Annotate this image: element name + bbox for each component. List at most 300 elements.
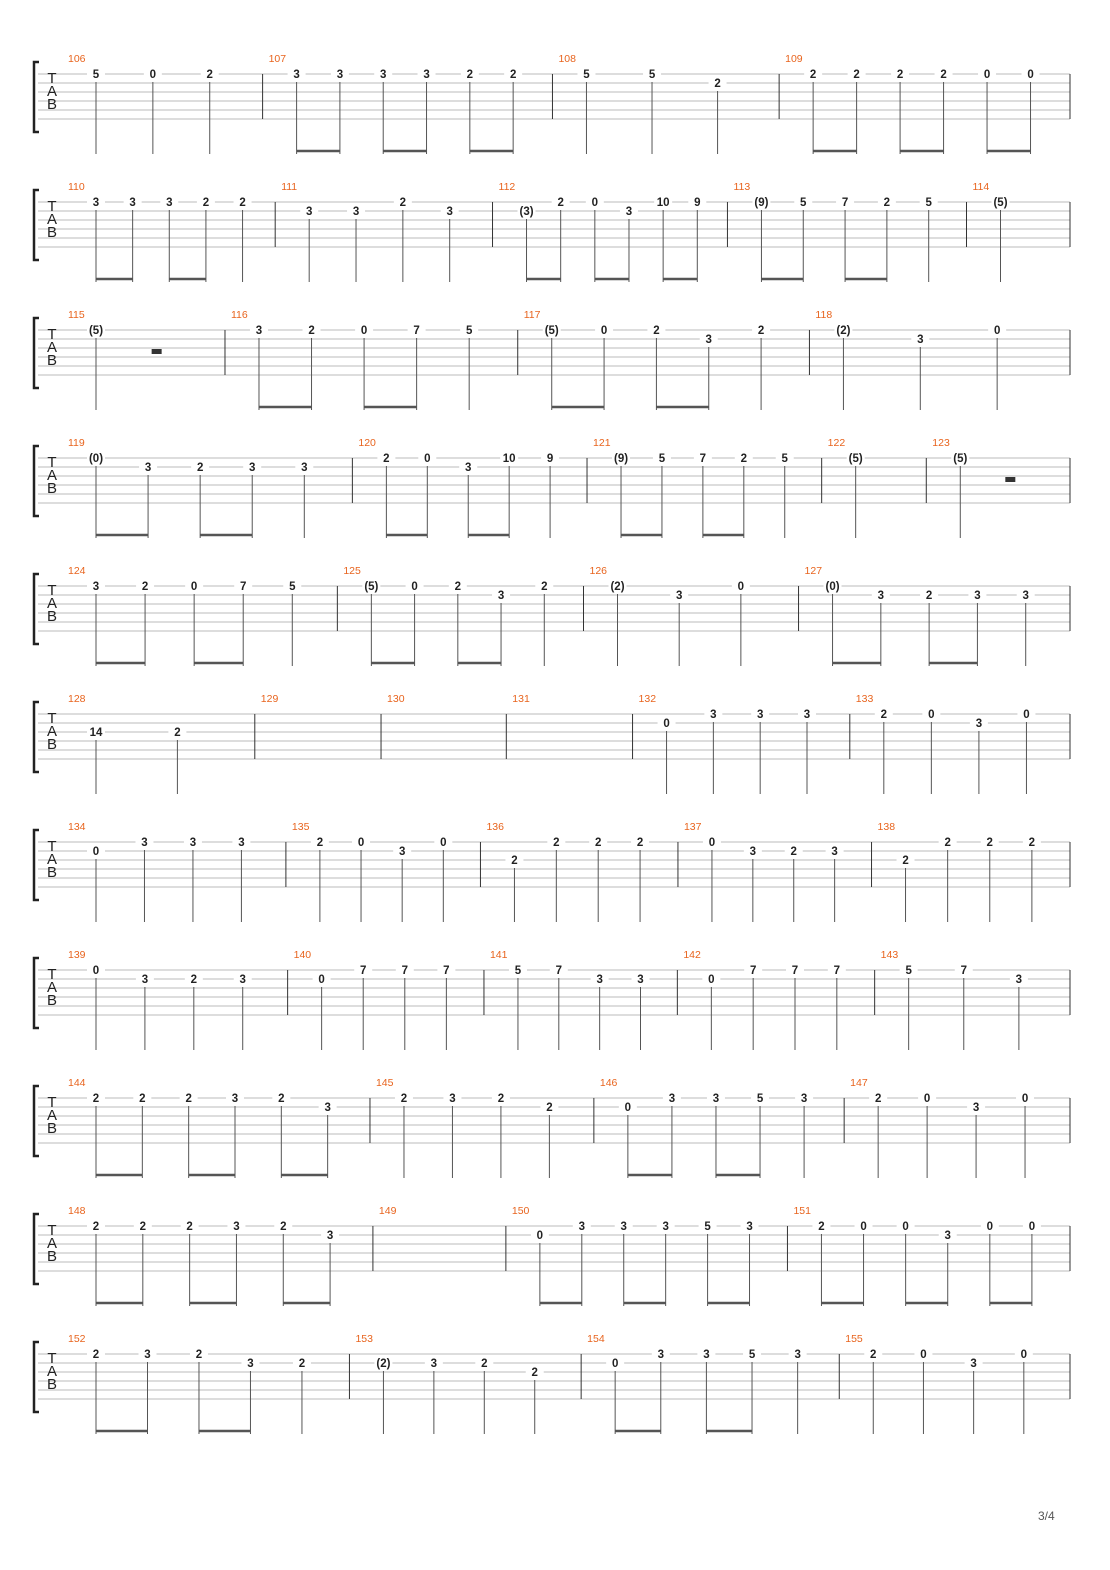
fret-number: 0 [737,581,745,593]
fret-number: 3 [247,1358,254,1370]
fret-number: 2 [139,1221,147,1233]
measure-number: 115 [68,309,85,321]
fret-number: 5 [704,1221,711,1233]
system-bracket [34,446,39,516]
fret-number: 2 [553,837,560,849]
fret-number: 2 [818,1221,825,1233]
fret-number: 3 [293,69,300,81]
fret-number: (5) [88,325,104,337]
fret-number: 2 [400,1093,408,1105]
fret-number: 0 [986,1221,994,1233]
fret-number: 3 [380,69,387,81]
fret-number: 3 [398,846,406,858]
fret-number: 7 [699,453,707,465]
fret-number: (3) [519,206,534,218]
fret-number: 0 [611,1358,619,1370]
measure-number: 154 [587,1333,605,1345]
fret-number: 3 [352,206,360,218]
fret-number: 3 [141,837,148,849]
fret-number: 2 [278,1093,285,1105]
fret-number: 2 [809,69,817,81]
tab-clef-letter: B [46,992,58,1009]
system-bracket [34,958,39,1028]
tab-system [34,565,1070,666]
tab-clef-letter: T [47,70,57,87]
system-bracket [34,1342,39,1412]
measure-number: 143 [880,949,899,961]
fret-number: 5 [648,69,656,81]
fret-number: 3 [662,1221,669,1233]
measure-number: 118 [815,309,833,321]
tab-clef-letter: T [47,838,57,855]
tab-system [34,437,1070,538]
fret-number: (9) [613,453,629,465]
fret-number: (0) [825,581,840,593]
fret-number: 3 [578,1221,586,1233]
fret-number: 2 [195,1349,203,1361]
fret-number: 0 [902,1221,909,1233]
fret-number: 7 [240,581,247,593]
tab-clef-letter: T [47,966,57,983]
measure-number: 136 [486,821,504,833]
fret-number: 5 [289,581,296,593]
fret-number: 2 [940,69,947,81]
system-bracket [34,1086,39,1156]
fret-number: 3 [465,462,472,474]
fret-number: 3 [970,1358,977,1370]
tab-clef-letter: B [46,608,58,625]
measure-number: 129 [260,693,279,705]
tab-clef-letter: T [47,198,57,215]
fret-number: 3 [756,709,764,721]
tab-clef-letter: A [46,467,58,484]
fret-number: (5) [544,325,559,337]
measure-number: 114 [972,181,990,193]
fret-number: 2 [239,197,246,209]
fret-number: 3 [703,1349,710,1361]
half-rest [152,349,162,354]
fret-number: (5) [848,453,863,465]
fret-number: 3 [1015,974,1023,986]
tab-clef-letter: T [47,582,57,599]
fret-number: 2 [141,581,149,593]
measure-number: 116 [230,309,248,321]
fret-number: 0 [1027,69,1034,81]
fret-number: 2 [185,1093,192,1105]
tab-clef-letter: T [47,1222,57,1239]
fret-number: 5 [781,453,788,465]
fret-number: 2 [557,197,564,209]
tab-clef-letter: T [47,1094,57,1111]
fret-number: 7 [555,965,563,977]
fret-number: 2 [298,1358,306,1370]
fret-number: 2 [186,1221,193,1233]
measure-number: 123 [932,437,950,449]
system-bracket [34,62,39,132]
fret-number: 0 [190,581,198,593]
tab-clef-letter: B [46,1376,58,1393]
tab-system [34,309,1070,410]
fret-number: 0 [920,1349,927,1361]
fret-number: 5 [583,69,590,81]
tab-system [34,1205,1070,1306]
fret-number: 2 [874,1093,882,1105]
fret-number: 7 [749,965,757,977]
fret-number: 10 [656,197,670,209]
fret-number: 3 [625,206,633,218]
measure-number: 141 [489,949,508,961]
fret-number: 7 [443,965,450,977]
tab-clef-letter: T [47,710,57,727]
tab-clef-letter: A [46,83,58,100]
tab-clef-letter: T [47,1350,57,1367]
measure-number: 151 [793,1205,811,1217]
fret-number: 3 [249,462,256,474]
measure-number: 146 [599,1077,618,1089]
fret-number: (5) [364,581,379,593]
fret-number: 0 [600,325,608,337]
measure-number: 128 [68,693,86,705]
fret-number: 3 [710,709,717,721]
fret-number: 3 [974,590,981,602]
fret-number: 5 [748,1349,756,1361]
fret-number: 2 [853,69,860,81]
fret-number: 5 [465,325,473,337]
fret-number: (2) [610,581,625,593]
fret-number: 2 [481,1358,488,1370]
fret-number: 3 [596,974,603,986]
measure-number: 138 [877,821,896,833]
tab-clef-letter: A [46,595,58,612]
tab-clef-letter: B [46,352,58,369]
fret-number: 3 [972,1102,980,1114]
fret-number: 0 [591,197,599,209]
fret-number: 9 [546,453,554,465]
measure-number: 145 [375,1077,394,1089]
measure-number: 122 [827,437,846,449]
fret-number: 3 [326,1230,334,1242]
fret-number: 3 [446,206,453,218]
measure-number: 125 [343,565,361,577]
measure-number: 119 [68,437,85,449]
fret-number: 2 [454,581,462,593]
fret-number: 3 [668,1093,676,1105]
fret-number: 0 [92,846,100,858]
tab-clef-letter: A [46,1107,58,1124]
fret-number: 3 [336,69,344,81]
measure-number: 155 [845,1333,863,1345]
fret-number: 3 [430,1358,438,1370]
measure-number: 120 [358,437,376,449]
fret-number: 7 [401,965,408,977]
measure-number: 131 [512,693,530,705]
measure-number: 149 [378,1205,397,1217]
tab-clef-letter: B [46,736,58,753]
fret-number: 7 [360,965,367,977]
measure-number: 124 [68,565,86,577]
fret-number: 2 [541,581,548,593]
fret-number: 0 [424,453,431,465]
tab-clef-letter: B [46,224,58,241]
fret-number: 2 [870,1349,877,1361]
fret-number: 2 [399,197,407,209]
measure-number: 106 [68,53,86,65]
measure-number: 153 [355,1333,373,1345]
fret-number: 2 [546,1102,553,1114]
fret-number: (9) [754,197,769,209]
measure-number: 148 [68,1205,86,1217]
fret-number: 7 [841,197,849,209]
tab-system [34,53,1070,154]
tab-clef-letter: A [46,211,58,228]
system-bracket [34,702,39,772]
fret-number: 2 [92,1093,100,1105]
fret-number: 2 [316,837,324,849]
fret-number: 2 [883,197,891,209]
fret-number: 2 [880,709,888,721]
fret-number: 2 [92,1221,100,1233]
fret-number: 2 [986,837,993,849]
fret-number: 0 [923,1093,931,1105]
fret-number: (0) [88,453,104,465]
measure-number: 150 [511,1205,530,1217]
measure-number: 109 [785,53,803,65]
tab-clef-letter: B [46,864,58,881]
system-bracket [34,830,39,900]
fret-number: 2 [92,1349,100,1361]
fret-number: 3 [144,1349,151,1361]
fret-number: 0 [983,69,991,81]
fret-number: 3 [238,837,245,849]
fret-number: 2 [531,1367,538,1379]
measure-number: 126 [589,565,608,577]
fret-number: 2 [206,69,213,81]
fret-number: 0 [440,837,447,849]
tab-system [34,1333,1070,1434]
system-bracket [34,1214,39,1284]
fret-number: 3 [305,206,313,218]
measure-number: 112 [498,181,516,193]
tab-clef-letter: A [46,851,58,868]
measure-number: 147 [850,1077,868,1089]
fret-number: 7 [960,965,967,977]
fret-number: 2 [944,837,951,849]
measure-number: 107 [268,53,287,65]
measure-number: 133 [855,693,874,705]
fret-number: 2 [280,1221,287,1233]
fret-number: 3 [233,1221,240,1233]
tab-system [34,949,1070,1050]
fret-number: 3 [712,1093,720,1105]
fret-number: 3 [831,846,838,858]
fret-number: 2 [896,69,904,81]
fret-number: 2 [196,462,204,474]
fret-number: 14 [89,727,103,739]
tab-clef-letter: B [46,480,58,497]
tab-clef-letter: T [47,326,57,343]
measure-number: 134 [68,821,86,833]
measure-number: 142 [683,949,701,961]
fret-number: 0 [663,718,670,730]
fret-number: 2 [594,837,602,849]
fret-number: 0 [860,1221,867,1233]
fret-number: 0 [536,1230,544,1242]
fret-number: 3 [620,1221,627,1233]
fret-number: 10 [502,453,516,465]
tab-clef-letter: B [46,1248,58,1265]
tab-system [34,181,1070,282]
fret-number: 2 [757,325,765,337]
measure-number: 132 [638,693,657,705]
fret-number: 3 [141,974,149,986]
measure-number: 111 [281,181,298,193]
fret-number: 2 [740,453,748,465]
fret-number: 0 [1023,709,1030,721]
measure-number: 110 [68,181,85,193]
fret-number: 3 [129,197,136,209]
system-bracket [34,190,39,260]
fret-number: 0 [360,325,368,337]
fret-number: 2 [714,78,721,90]
fret-number: 3 [877,590,885,602]
fret-number: 3 [239,974,246,986]
fret-number: (5) [993,197,1008,209]
page-number: 3/4 [1038,1509,1055,1523]
fret-number: 3 [917,334,924,346]
fret-number: 3 [324,1102,331,1114]
fret-number: 2 [497,1093,505,1105]
fret-number: 0 [708,837,716,849]
tab-clef-letter: A [46,1235,58,1252]
fret-number: 7 [833,965,841,977]
half-rest [1005,477,1015,482]
fret-number: 3 [746,1221,753,1233]
fret-number: 0 [1028,1221,1036,1233]
fret-number: 5 [905,965,912,977]
fret-number: 3 [944,1230,951,1242]
fret-number: 3 [794,1349,801,1361]
tab-clef-letter: A [46,979,58,996]
fret-number: 2 [190,974,198,986]
fret-number: 0 [928,709,935,721]
fret-number: 3 [92,581,100,593]
fret-number: 5 [92,69,100,81]
fret-number: 2 [139,1093,146,1105]
fret-number: 0 [149,69,157,81]
fret-number: 0 [1020,1349,1028,1361]
measure-number: 130 [387,693,405,705]
fret-number: 3 [749,846,757,858]
measure-number: 144 [68,1077,86,1089]
measure-number: 137 [683,821,702,833]
fret-number: 5 [658,453,666,465]
fret-number: 3 [497,590,505,602]
fret-number: (5) [953,453,968,465]
fret-number: 2 [925,590,933,602]
fret-number: 0 [708,974,715,986]
tab-clef-letter: A [46,339,58,356]
fret-number: 3 [657,1349,664,1361]
system-bracket [34,574,39,644]
fret-number: (2) [376,1358,391,1370]
fret-number: 3 [92,197,100,209]
tab-system [34,1077,1070,1178]
measure-number: 152 [68,1333,86,1345]
fret-number: 3 [166,197,173,209]
measure-number: 117 [523,309,541,321]
system-bracket [34,318,39,388]
tab-clef-letter: T [47,454,57,471]
fret-number: 2 [653,325,660,337]
fret-number: 3 [803,709,811,721]
fret-number: 3 [144,462,152,474]
fret-number: 7 [791,965,799,977]
fret-number: 0 [411,581,418,593]
fret-number: 3 [675,590,683,602]
fret-number: 0 [318,974,325,986]
fret-number: 3 [423,69,430,81]
measure-number: 113 [733,181,751,193]
fret-number: 3 [800,1093,808,1105]
fret-number: 3 [975,718,983,730]
fret-number: 5 [925,197,932,209]
fret-number: 3 [255,325,263,337]
fret-number: 0 [1021,1093,1029,1105]
tab-system [34,821,1070,922]
fret-number: 2 [636,837,644,849]
fret-number: 5 [800,197,807,209]
fret-number: 3 [1022,590,1029,602]
fret-number: 7 [413,325,420,337]
fret-number: 3 [189,837,197,849]
measure-number: 135 [291,821,310,833]
fret-number: 0 [92,965,100,977]
fret-number: (2) [836,325,851,337]
fret-number: 0 [993,325,1001,337]
fret-number: 2 [511,855,518,867]
fret-number: 2 [902,855,909,867]
fret-number: 9 [694,197,701,209]
fret-number: 3 [637,974,644,986]
fret-number: 0 [357,837,365,849]
measure-number: 121 [593,437,611,449]
tab-clef-letter: B [46,1120,58,1137]
fret-number: 3 [301,462,308,474]
fret-number: 3 [449,1093,456,1105]
measure-number: 108 [558,53,576,65]
fret-number: 3 [231,1093,239,1105]
tab-system [34,693,1070,794]
tab-clef-letter: A [46,1363,58,1380]
fret-number: 2 [509,69,517,81]
fret-number: 2 [1028,837,1036,849]
fret-number: 2 [174,727,181,739]
fret-number: 0 [624,1102,632,1114]
fret-number: 2 [790,846,797,858]
tab-clef-letter: A [46,723,58,740]
fret-number: 2 [466,69,474,81]
measure-number: 140 [293,949,312,961]
fret-number: 2 [308,325,315,337]
fret-number: 3 [705,334,712,346]
fret-number: 2 [202,197,210,209]
measure-number: 139 [68,949,86,961]
fret-number: 2 [383,453,390,465]
tab-clef-letter: B [46,96,58,113]
fret-number: 5 [756,1093,764,1105]
measure-number: 127 [804,565,823,577]
fret-number: 5 [514,965,522,977]
